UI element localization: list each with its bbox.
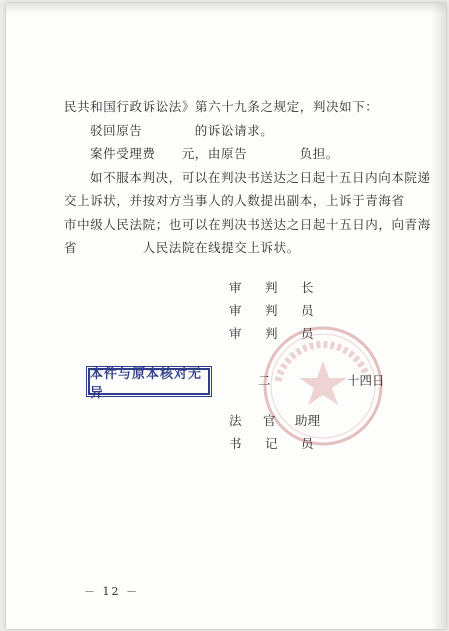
signature-char: 判 xyxy=(265,280,278,295)
document-page xyxy=(6,3,446,629)
signature-char: 员 xyxy=(301,326,314,341)
signature-char: 长 xyxy=(301,280,314,295)
signature-char: 书 xyxy=(229,436,242,451)
verification-stamp: 本件与原本核对无异 xyxy=(88,368,210,395)
signature-char: 判 xyxy=(265,326,278,341)
signature-char: 审 xyxy=(229,326,242,341)
page-number: － 12 － xyxy=(84,585,139,598)
body-line: 如不服本判决，可以在判决书送达之日起十五日内向本院递 xyxy=(90,170,431,185)
date-fragment-left: 二 xyxy=(258,373,271,388)
signature-char: 审 xyxy=(229,303,242,318)
body-line: 驳回原告 的诉讼请求。 xyxy=(90,123,274,138)
signature-char: 员 xyxy=(301,303,314,318)
signature-char: 法 xyxy=(229,413,242,428)
signature-char: 审 xyxy=(229,280,242,295)
signature-char: 助理 xyxy=(295,413,321,428)
scan-shadow-right xyxy=(432,3,446,629)
signature-char: 员 xyxy=(301,436,314,451)
body-line: 市中级人民法院；也可以在判决书送达之日起十五日内，向青海 xyxy=(64,217,431,232)
body-line: 案件受理费 元，由原告 负担。 xyxy=(90,146,339,161)
date-fragment-right: 十四日 xyxy=(347,373,385,388)
scan-shadow-top xyxy=(6,3,446,13)
signature-char: 记 xyxy=(265,436,278,451)
body-line: 交上诉状，并按对方当事人的人数提出副本，上诉于青海省 xyxy=(64,193,405,208)
body-line: 民共和国行政诉讼法》第六十九条之规定，判决如下： xyxy=(64,99,379,114)
body-line: 省 人民法院在线提交上诉状。 xyxy=(64,240,300,255)
signature-char: 官 xyxy=(263,413,276,428)
signature-char: 判 xyxy=(265,303,278,318)
